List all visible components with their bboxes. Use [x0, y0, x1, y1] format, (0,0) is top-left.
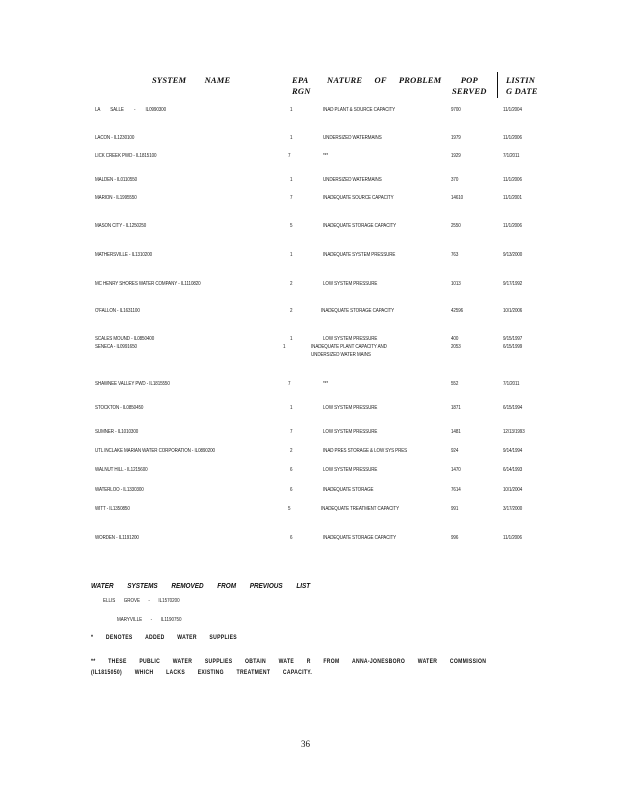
footnote-added-supplies: * DENOTES ADDED WATER SUPPLIES	[91, 634, 238, 641]
table-row-nature: LOW SYSTEM PRESSURE	[323, 467, 378, 473]
table-row-date: 7/1/2011	[503, 381, 520, 387]
table-row-rgn: 7	[290, 429, 293, 435]
table-row-date: 10/1/2006	[503, 308, 523, 314]
table-row-system: MALDEN - IL0110550	[95, 177, 138, 183]
table-row-pop: 7614	[451, 487, 461, 493]
table-row-system: WORDEN - IL1191200	[95, 535, 139, 541]
table-row-pop: 1979	[451, 135, 461, 141]
table-row-system: MATHERSVILLE - IL1310200	[95, 252, 153, 258]
table-row-rgn: 1	[290, 177, 293, 183]
table-row-rgn: 1	[290, 135, 293, 141]
page-number: 36	[301, 739, 310, 749]
table-row-nature: UNDERSIZED WATERMAINS	[323, 177, 382, 183]
table-row-date: 11/1/2006	[503, 177, 522, 183]
table-row-date: 9/17/1992	[503, 281, 523, 287]
table-row-date: 6/14/1993	[503, 467, 523, 473]
table-row-nature: ***	[323, 153, 328, 159]
table-row-nature: INADEQUATE STORAGE CAPACITY	[323, 223, 397, 229]
table-row-rgn: 1	[283, 344, 286, 350]
table-row-system: STOCKTON - IL0850450	[95, 405, 144, 411]
table-row-pop: 14610	[451, 195, 464, 201]
table-row-date: 11/1/2001	[503, 195, 522, 201]
table-row-system: SENECA - IL0991650	[95, 344, 137, 350]
table-row-rgn: 7	[288, 153, 291, 159]
table-row-nature: INAD PLANT & SOURCE CAPACITY	[323, 107, 396, 113]
table-row-pop: 1481	[451, 429, 461, 435]
table-row-date: 11/1/2006	[503, 535, 522, 541]
table-row-pop: 400	[451, 336, 459, 342]
table-row-pop: 9700	[451, 107, 461, 113]
table-row-rgn: 1	[290, 405, 293, 411]
table-row-nature: INADEQUATE STORAGE CAPACITY	[323, 535, 397, 541]
footnote-anna-jonesboro: ** THESE PUBLIC WATER SUPPLIES OBTAIN WATE R FROM ANNA-JONESBORO WATER COMMISSION (IL1815050) WHICH LACKS EXISTING TREATMENT CAPACITY.	[91, 658, 487, 676]
table-row-system: SUMNER - IL1010300	[95, 429, 139, 435]
table-row-date: 12/13/1993	[503, 429, 525, 435]
table-row-system: LA SALLE - IL0990300	[95, 107, 166, 113]
table-row-date: 6/15/1994	[503, 405, 523, 411]
table-row-system: WATERLOO - IL1330300	[95, 487, 144, 493]
table-row-rgn: 2	[290, 448, 293, 454]
table-row-pop: 370	[451, 177, 459, 183]
table-row-pop: 991	[451, 506, 459, 512]
table-row-date: 9/13/2000	[503, 252, 523, 258]
table-row-pop: 1470	[451, 467, 461, 473]
header-system-name: SYSTEM NAME	[152, 75, 231, 85]
table-row-system: SHAWNEE VALLEY PWD - IL1815550	[95, 381, 170, 387]
table-row-rgn: 2	[290, 281, 293, 287]
table-row-rgn: 1	[290, 252, 293, 258]
table-row-pop: 1929	[451, 153, 461, 159]
table-row-system: O'FALLON - IL1631100	[95, 308, 140, 314]
table-row-rgn: 2	[290, 308, 293, 314]
table-row-date: 6/15/1999	[503, 344, 523, 350]
table-row-date: 3/17/2000	[503, 506, 523, 512]
table-row-pop: 552	[451, 381, 459, 387]
table-row-nature: LOW SYSTEM PRESSURE	[323, 281, 378, 287]
table-row-nature: INADEQUATE STORAGE CAPACITY	[321, 308, 395, 314]
table-row-rgn: 6	[290, 487, 293, 493]
table-row-date: 11/1/2006	[503, 223, 522, 229]
table-row-system: UTL INCLAKE MARIAN WATER CORPORATION - IL0890200	[95, 448, 215, 454]
table-row-system: MARION - IL1995550	[95, 195, 137, 201]
header-divider	[497, 72, 498, 98]
table-row-nature: INAD PRES STORAGE & LOW SYS PRES	[323, 448, 408, 454]
table-row-system: SCALES MOUND - IL0850400	[95, 336, 155, 342]
table-row-date: 9/15/1997	[503, 336, 523, 342]
table-row-rgn: 6	[290, 467, 293, 473]
table-row-nature: INADEQUATE PLANT CAPACITY AND UNDERSIZED WATER MAINS	[311, 344, 387, 358]
table-row-system: WALNUT HILL - IL1215600	[95, 467, 148, 473]
table-row-pop: 1871	[451, 405, 461, 411]
table-row-pop: 996	[451, 535, 459, 541]
table-row-pop: 42596	[451, 308, 464, 314]
header-listing-date: LISTIN G DATE	[506, 75, 538, 96]
table-row-nature: LOW SYSTEM PRESSURE	[323, 429, 378, 435]
table-row-rgn: 1	[290, 336, 293, 342]
table-row-rgn: 5	[290, 223, 293, 229]
table-row-nature: LOW SYSTEM PRESSURE	[323, 405, 378, 411]
table-row-pop: 2053	[451, 344, 461, 350]
table-row-system: MC HENRY SHORES WATER COMPANY - IL1110820	[95, 281, 201, 287]
removed-list-item: ELLIS GROVE - IL1570200	[103, 598, 180, 604]
table-row-rgn: 6	[290, 535, 293, 541]
table-row-rgn: 7	[288, 381, 291, 387]
table-row-nature: ***	[323, 381, 328, 387]
table-row-pop: 924	[451, 448, 459, 454]
header-epa-rgn: EPA RGN	[292, 75, 311, 96]
table-row-rgn: 7	[290, 195, 293, 201]
removed-systems-heading: WATER SYSTEMS REMOVED FROM PREVIOUS LIST	[91, 581, 311, 590]
table-row-nature: INADEQUATE TREATMENT CAPACITY	[321, 506, 399, 512]
table-row-date: 11/1/2006	[503, 135, 522, 141]
table-row-nature: UNDERSIZED WATERMAINS	[323, 135, 382, 141]
table-row-date: 10/1/2004	[503, 487, 523, 493]
table-row-system: LICK CREEK PWD - IL1815100	[95, 153, 157, 159]
table-row-system: WITT - IL1350850	[95, 506, 130, 512]
table-row-date: 9/14/1994	[503, 448, 523, 454]
header-pop-served: POP SERVED	[452, 75, 487, 96]
removed-list-item: MARYVILLE - IL1190750	[117, 617, 182, 623]
table-row-system: MASON CITY - IL1250250	[95, 223, 147, 229]
table-row-rgn: 1	[290, 107, 293, 113]
table-row-date: 7/1/2011	[503, 153, 520, 159]
table-row-rgn: 5	[288, 506, 291, 512]
header-nature-of-problem: NATURE OF PROBLEM	[327, 75, 442, 85]
table-row-nature: INADEQUATE SYSTEM PRESSURE	[323, 252, 396, 258]
table-row-nature: INADEQUATE STORAGE	[323, 487, 374, 493]
table-row-pop: 2550	[451, 223, 461, 229]
table-row-nature: LOW SYSTEM PRESSURE	[323, 336, 378, 342]
table-row-system: LACON - IL1230100	[95, 135, 135, 141]
table-row-pop: 1013	[451, 281, 461, 287]
table-row-nature: INADEQUATE SOURCE CAPACITY	[323, 195, 394, 201]
table-row-pop: 763	[451, 252, 459, 258]
table-row-date: 11/1/2004	[503, 107, 522, 113]
